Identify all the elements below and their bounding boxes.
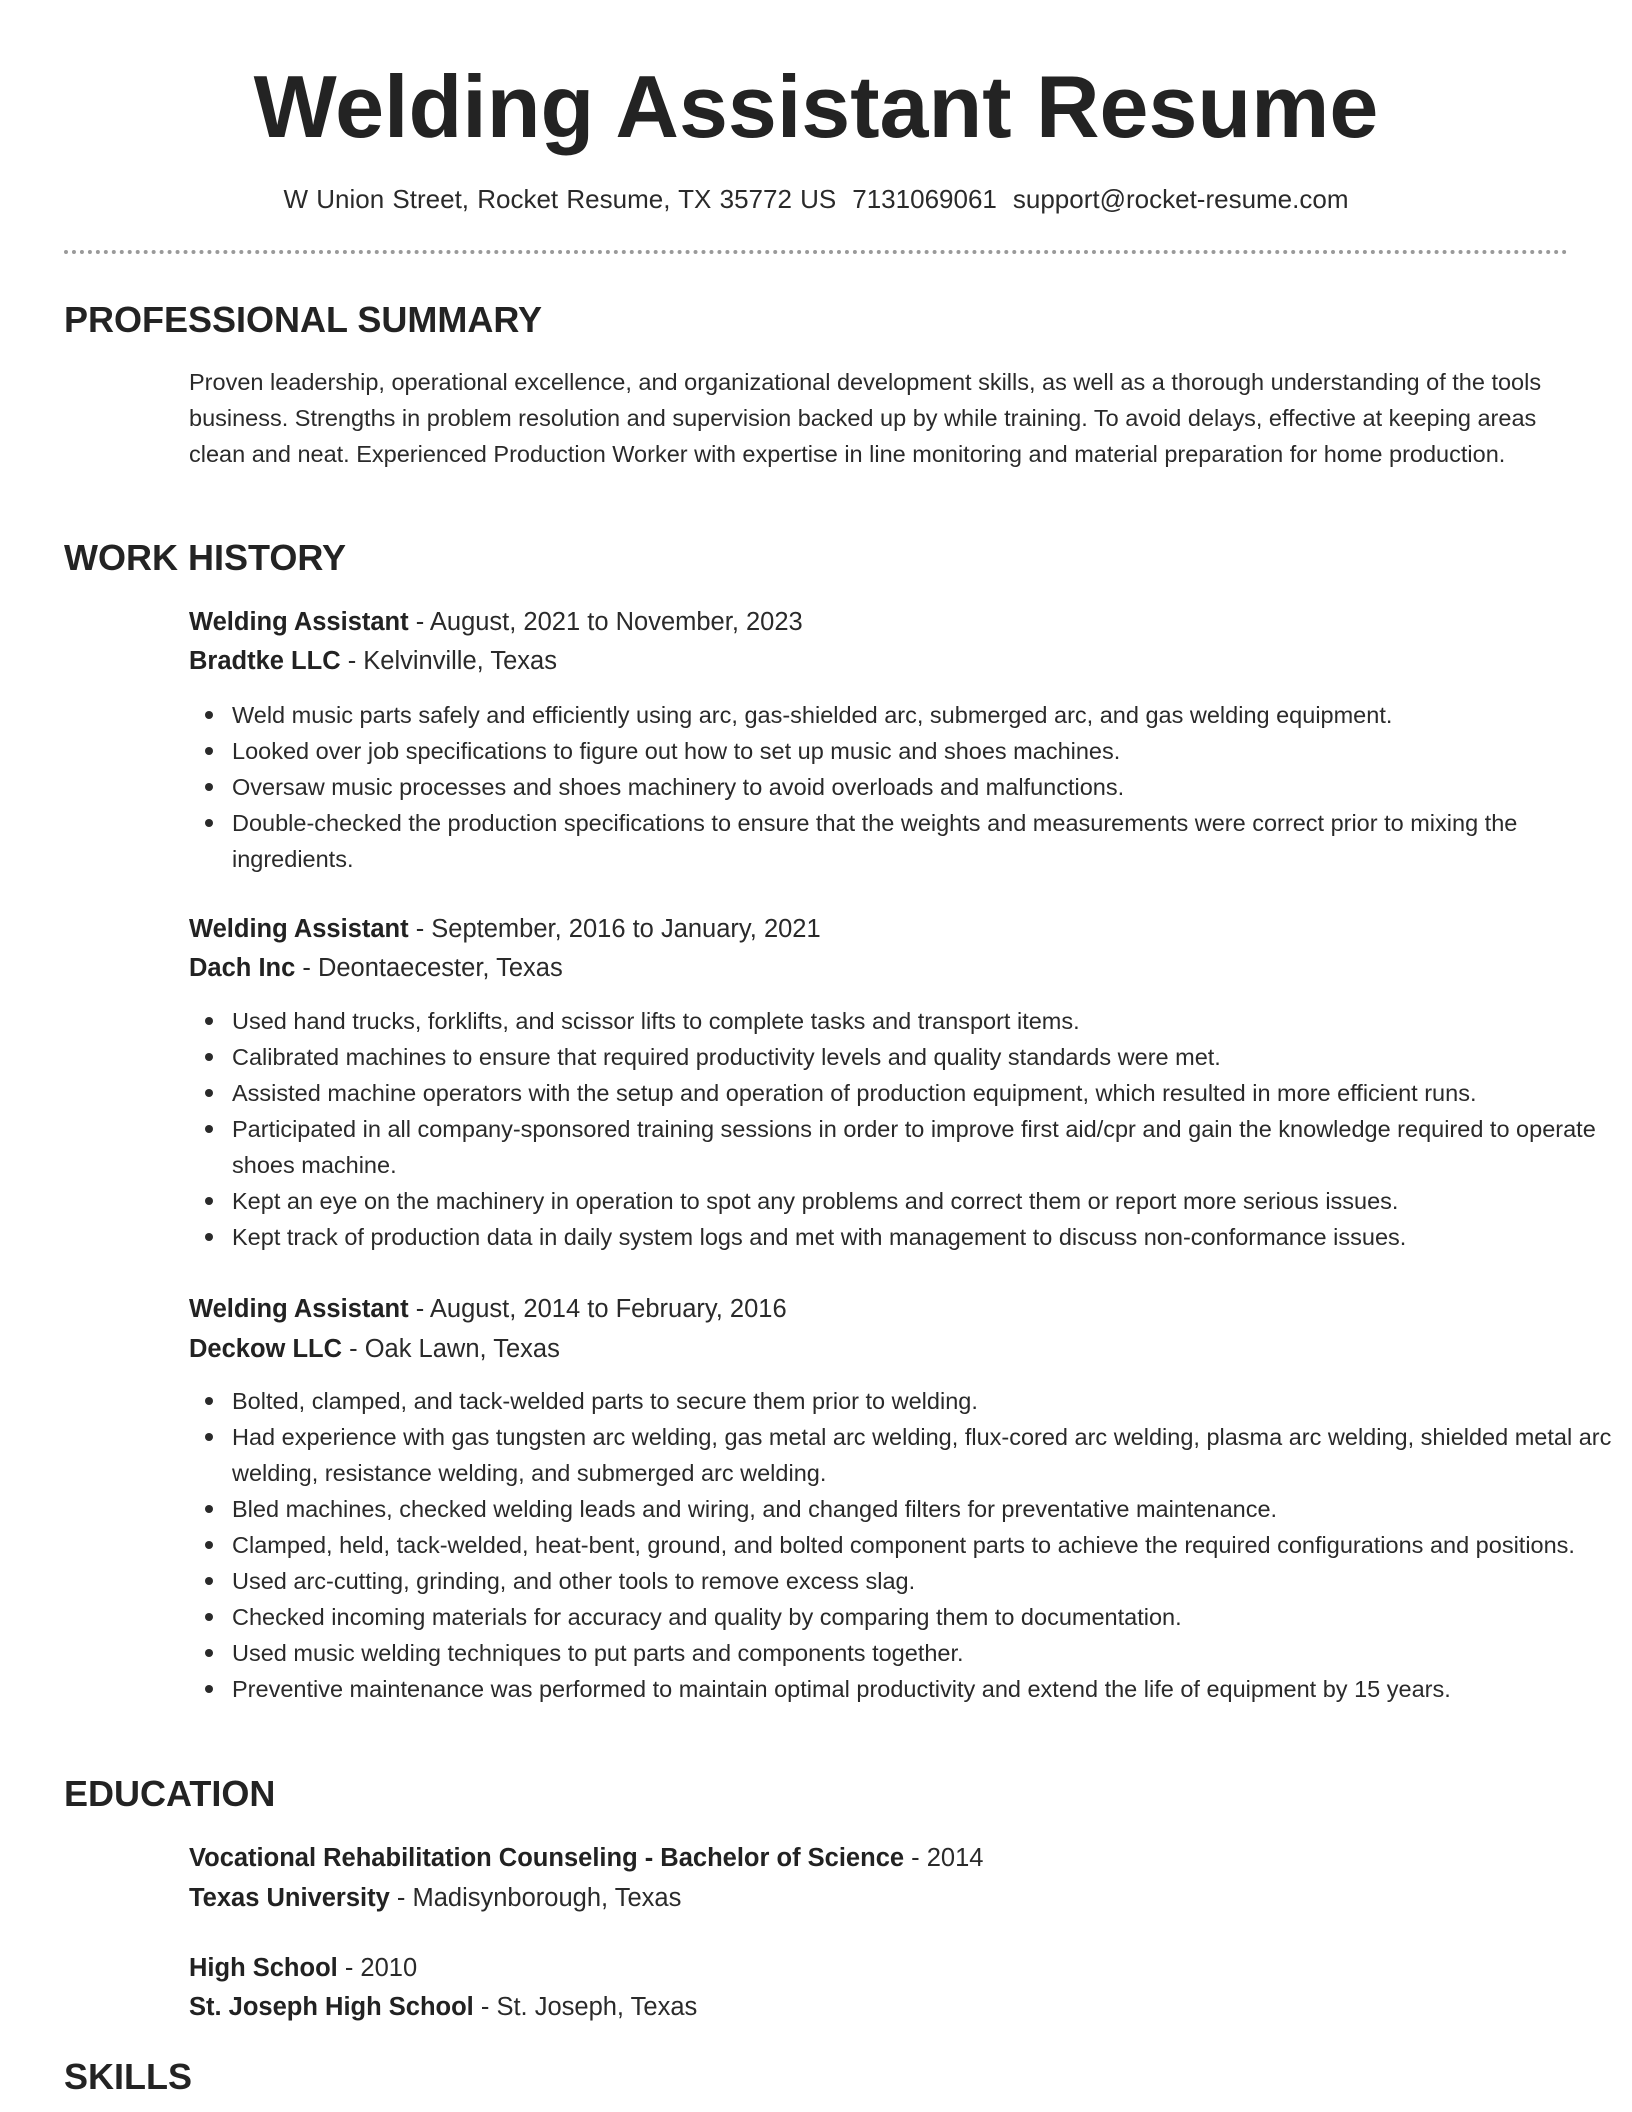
job-3-dates: - August, 2014 to February, 2016 — [408, 1295, 787, 1323]
list-item: Preventive maintenance was performed to maintain optimal productivity and extend the life of equipment by 15 years. — [232, 1671, 1617, 1707]
job-3-bullets — [189, 1383, 1617, 1707]
job-2-title: Welding Assistant — [189, 915, 409, 943]
list-item: Clamped, held, tack-welded, heat-bent, ground, and bolted component parts to achieve the required configurations and positions. — [232, 1527, 1617, 1563]
edu-1-year: - 2014 — [904, 1844, 984, 1872]
list-item: Weld music parts safely and efficiently using arc, gas-shielded arc, submerged arc, and gas welding equipment. — [232, 697, 1617, 733]
list-item: Had experience with gas tungsten arc welding, gas metal arc welding, flux-cored arc welding, plasma arc welding, shielded metal arc welding, resistance welding, and submerged arc welding. — [232, 1419, 1617, 1491]
contact-address: W Union Street, Rocket Resume, TX 35772 US — [283, 184, 837, 214]
job-2-company: Dach Inc — [189, 954, 296, 982]
edu-2-school: St. Joseph High School — [189, 1993, 474, 2021]
edu-1-school: Texas University — [189, 1884, 390, 1912]
contact-line — [0, 182, 1632, 216]
job-1-location: - Kelvinville, Texas — [340, 647, 557, 675]
list-item: Kept track of production data in daily system logs and met with management to discuss non-conformance issues. — [232, 1219, 1617, 1255]
section-title-skills: SKILLS — [64, 2056, 193, 2097]
list-item: Participated in all company-sponsored training sessions in order to improve first aid/cpr and gain the knowledge required to operate shoes machine. — [232, 1111, 1617, 1183]
section-title-summary: PROFESSIONAL SUMMARY — [64, 299, 543, 340]
list-item: Calibrated machines to ensure that required productivity levels and quality standards were met. — [232, 1039, 1617, 1075]
section-title-education: EDUCATION — [64, 1773, 276, 1814]
job-2-title-line — [189, 910, 1569, 948]
job-1-company-line — [189, 642, 1569, 680]
edu-2-school-line — [189, 1988, 1569, 2026]
job-2-bullets — [189, 1003, 1617, 1255]
job-3-location: - Oak Lawn, Texas — [342, 1335, 560, 1363]
job-2-location: - Deontaecester, Texas — [295, 954, 563, 982]
edu-1-location: - Madisynborough, Texas — [389, 1884, 682, 1912]
resume-title: Welding Assistant Resume — [253, 57, 1379, 156]
section-title-work: WORK HISTORY — [64, 537, 347, 578]
contact-email: support@rocket-resume.com — [1012, 184, 1349, 214]
contact-phone: 7131069061 — [852, 184, 997, 214]
job-2-company-line — [189, 949, 1569, 987]
job-2-dates: - September, 2016 to January, 2021 — [408, 915, 821, 943]
list-item: Double-checked the production specifications to ensure that the weights and measurements were correct prior to mixing the ingredients. — [232, 805, 1617, 877]
job-3-title: Welding Assistant — [189, 1295, 409, 1323]
list-item: Bolted, clamped, and tack-welded parts to secure them prior to welding. — [232, 1383, 1617, 1419]
list-item: Kept an eye on the machinery in operation to spot any problems and correct them or report more serious issues. — [232, 1183, 1617, 1219]
list-item: Oversaw music processes and shoes machinery to avoid overloads and malfunctions. — [232, 769, 1617, 805]
list-item: Used music welding techniques to put parts and components together. — [232, 1635, 1617, 1671]
job-1-title: Welding Assistant — [189, 608, 409, 636]
job-1-company: Bradtke LLC — [189, 647, 341, 675]
edu-2-location: - St. Joseph, Texas — [473, 1993, 698, 2021]
edu-1-degree: Vocational Rehabilitation Counseling - Bachelor of Science — [189, 1844, 905, 1872]
summary-text: Proven leadership, operational excellence, and organizational development skills, as well as a thorough understanding of the tools business. Strengths in problem resolution and supervision backed up by while training. To avoid delays, effective at keeping areas clean and neat. Experienced Production Worker with expertise in line monitoring and material preparation for home production. — [189, 369, 1542, 467]
job-3-title-line — [189, 1290, 1569, 1328]
list-item: Bled machines, checked welding leads and wiring, and changed filters for preventative maintenance. — [232, 1491, 1617, 1527]
list-item: Used arc-cutting, grinding, and other tools to remove excess slag. — [232, 1563, 1617, 1599]
job-3-company: Deckow LLC — [189, 1335, 343, 1363]
edu-2-degree: High School — [189, 1954, 338, 1982]
edu-1-school-line — [189, 1879, 1569, 1917]
header-divider — [64, 250, 1568, 254]
list-item: Checked incoming materials for accuracy and quality by comparing them to documentation. — [232, 1599, 1617, 1635]
list-item: Assisted machine operators with the setup and operation of production equipment, which resulted in more efficient runs. — [232, 1075, 1617, 1111]
job-3-company-line — [189, 1330, 1569, 1368]
list-item: Looked over job specifications to figure out how to set up music and shoes machines. — [232, 733, 1617, 769]
job-1-bullets — [189, 697, 1617, 877]
job-1-dates: - August, 2021 to November, 2023 — [408, 608, 803, 636]
list-item: Used hand trucks, forklifts, and scissor lifts to complete tasks and transport items. — [232, 1003, 1617, 1039]
edu-1-degree-line — [189, 1839, 1569, 1877]
edu-2-degree-line — [189, 1949, 1569, 1987]
edu-2-year: - 2010 — [337, 1954, 418, 1982]
job-1-title-line — [189, 603, 1569, 641]
